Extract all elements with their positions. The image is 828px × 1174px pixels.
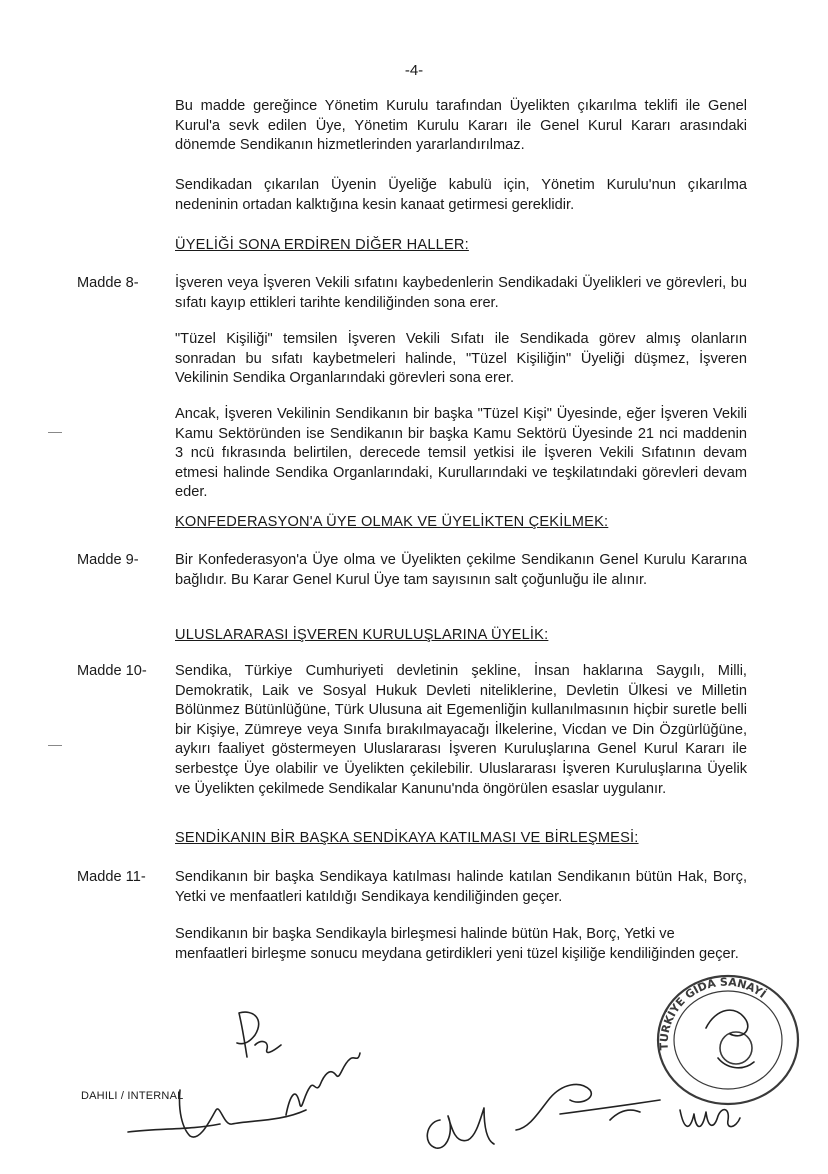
signature-1 <box>225 1005 285 1065</box>
heading-international: ULUSLARARASI İŞVEREN KURULUŞLARINA ÜYELİK: <box>175 627 549 643</box>
article-label-10: Madde 10- <box>77 663 147 679</box>
paragraph-article-11: Sendikanın bir başka Sendikaya katılması halinde katılan Sendikanın bütün Hak, Borç, Yetki ve menfaatleri katıldığı Sendikaya kendiliğinden geçer. <box>175 869 747 905</box>
heading-confederation: KONFEDERASYON'A ÜYE OLMAK VE ÜYELİKTEN ÇEKİLMEK: <box>175 514 609 530</box>
paragraph-expulsion-referral: Bu madde gereğince Yönetim Kurulu tarafından Üyelikten çıkarılma teklifi ile Genel Kurul'a sevk edilen Üye, Yönetim Kurulu Kararı ile Genel Kurul Kararı arasındaki dönemde Sendikanın hizmetlerinden yararlandırılmaz. <box>175 98 747 154</box>
article-label-11: Madde 11- <box>77 869 146 885</box>
paragraph-article-9: Bir Konfederasyon'a Üye olma ve Üyelikten çekilme Sendikanın Genel Kurulu Kararına bağlıdır. Bu Karar Genel Kurul Üye tam sayısının salt çoğunluğu ile alınır. <box>175 552 747 588</box>
margin-mark <box>48 432 62 435</box>
page-number: -4- <box>404 62 424 79</box>
paragraph-employer-representative: Ancak, İşveren Vekilinin Sendikanın bir başka "Tüzel Kişi" Üyesinde, eğer İşveren Vekili Kamu Sektöründen ise Sendikanın bir başka Kamu Sektörü Üyesinde 21 nci maddenin 3 ncü fıkrasında belirtilen, derecede temsil yetkisi ile İşveren Vekili Sıfatının devam etmesi halinde Sendika Organlarındaki, Kurullarındaki ve teşkilatındaki görevleri devam eder. <box>175 406 747 501</box>
article-label-9: Madde 9- <box>77 552 139 568</box>
heading-other-termination: ÜYELİĞİ SONA ERDİREN DİĞER HALLER: <box>175 237 469 253</box>
signature-3 <box>120 1080 310 1150</box>
heading-merger: SENDİKANIN BİR BAŞKA SENDİKAYA KATILMASI VE BİRLEŞMESİ: <box>175 830 639 846</box>
stamp-text: TÜRKİYE GIDA SANAYİ <box>657 975 769 1051</box>
classification-label: DAHILI / INTERNAL <box>81 1090 184 1102</box>
signature-4 <box>418 1100 498 1160</box>
paragraph-readmission: Sendikadan çıkarılan Üyenin Üyeliğe kabulü için, Yönetim Kurulu'nun çıkarılma nedeninin ortadan kalktığına kesin kanaat getirmesi gereklidir. <box>175 177 747 213</box>
article-label-8: Madde 8- <box>77 275 139 291</box>
paragraph-article-8: İşveren veya İşveren Vekili sıfatını kaybedenlerin Sendikadaki Üyelikleri ve görevleri, bu sıfatı kayıp ettikleri tarihte kendiliğinden sona erer. <box>175 275 747 311</box>
paragraph-article-10: Sendika, Türkiye Cumhuriyeti devletinin şekline, İnsan haklarına Saygılı, Milli, Demokratik, Laik ve Sosyal Hukuk Devleti niteliklerine, Devletin Ülkesi ve Milletin Bölünmez Bütünlüğüne, Türk Ulusuna ait Egemenliğin kullanılmasının hiçbir suretle belli bir Kişiye, Zümreye veya Sınıfa bırakılmayacağı İlkelerine, Vicdan ve Din Özgürlüğüne, aykırı faaliyet göstermeyen Uluslararası İşveren Kuruluşlarına Genel Kurul Kararı ile serbestçe Üye olabilir ve Üyelikten çekilebilir. Uluslararası İşveren Kuruluşlarına Üyelik ve Üyelikten çekilmede Sendikalar Kanunu'nda öngörülen esaslar uygulanır. <box>175 663 747 797</box>
paragraph-merger: Sendikanın bir başka Sendikayla birleşmesi halinde bütün Hak, Borç, Yetki ve menfaatleri birleşme sonucu meydana getirdikleri yeni tüzel kişiliğe kendiliğinden geçer. <box>175 926 739 962</box>
organization-stamp <box>646 968 806 1108</box>
paragraph-legal-entity: "Tüzel Kişiliği" temsilen İşveren Vekili Sıfatı ile Sendikada görev almış olanların sonradan bu sıfatı kaybetmeleri halinde, "Tüzel Kişiliğin" Üyeliği düşmez, İşveren Vekilinin Sendika Organlarındaki görevleri sona erer. <box>175 331 747 387</box>
margin-mark <box>48 745 62 748</box>
